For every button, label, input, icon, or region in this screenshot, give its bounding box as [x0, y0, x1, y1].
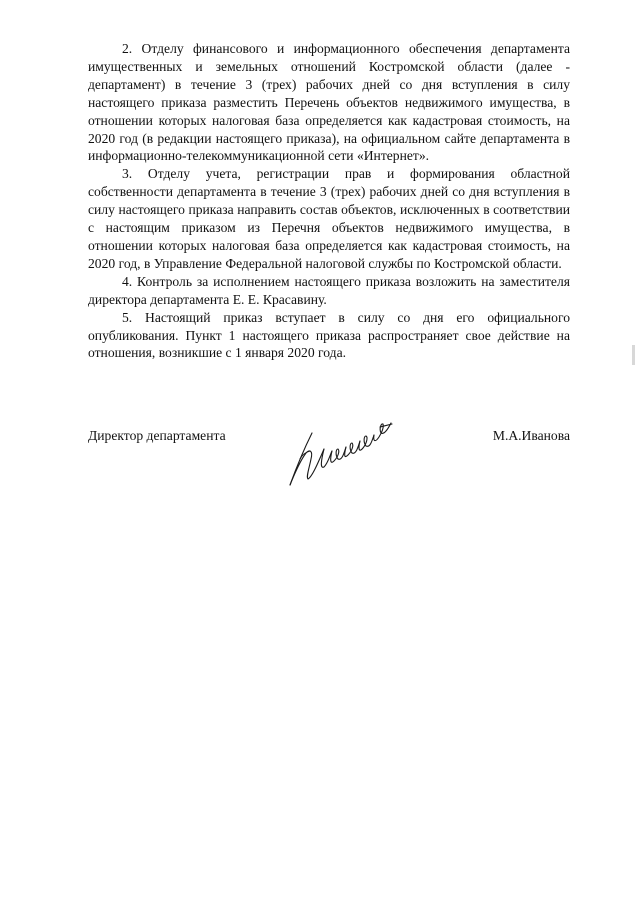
paragraph-3: 3. Отделу учета, регистрации прав и формирования областной собственности департамента в течение 3 (трех) рабочих дней со дня вступления в силу настоящего приказа направить состав объектов, исключенных в соответствии с настоящим приказом из Перечня объектов недвижимого имущества, в отношении которых налоговая база определяется как кадастровая стоимость, на 2020 год, в Управление Федеральной налоговой службы по Костромской области.: [88, 166, 570, 271]
signatory-title: Директор департамента: [88, 428, 226, 443]
scan-edge-mark: [632, 345, 635, 365]
signatory-name: М.А.Иванова: [492, 428, 570, 443]
document-body: [88, 40, 570, 362]
paragraph-4: 4. Контроль за исполнением настоящего приказа возложить на заместителя директора департамента Е. Е. Красавину.: [88, 273, 570, 307]
paragraph-2: 2. Отделу финансового и информационного обеспечения департамента имущественных и земельных отношений Костромской области (далее - департамент) в течение 3 (трех) рабочих дней со дня вступления в силу настоящего приказа разместить Перечень объектов недвижимого имущества, в отношении которых налоговая база определяется как кадастровая стоимость, на 2020 год (в редакции настоящего приказа), на официальном сайте департамента в информационно-телекоммуникационной сети «Интернет».: [88, 41, 570, 164]
paragraph-5: 5. Настоящий приказ вступает в силу со дня его официального опубликования. Пункт 1 настоящего приказа распространяет свое действие на отношения, возникшие с 1 января 2020 года.: [88, 309, 570, 361]
handwritten-signature: [280, 415, 415, 495]
signature-block: [88, 427, 570, 507]
